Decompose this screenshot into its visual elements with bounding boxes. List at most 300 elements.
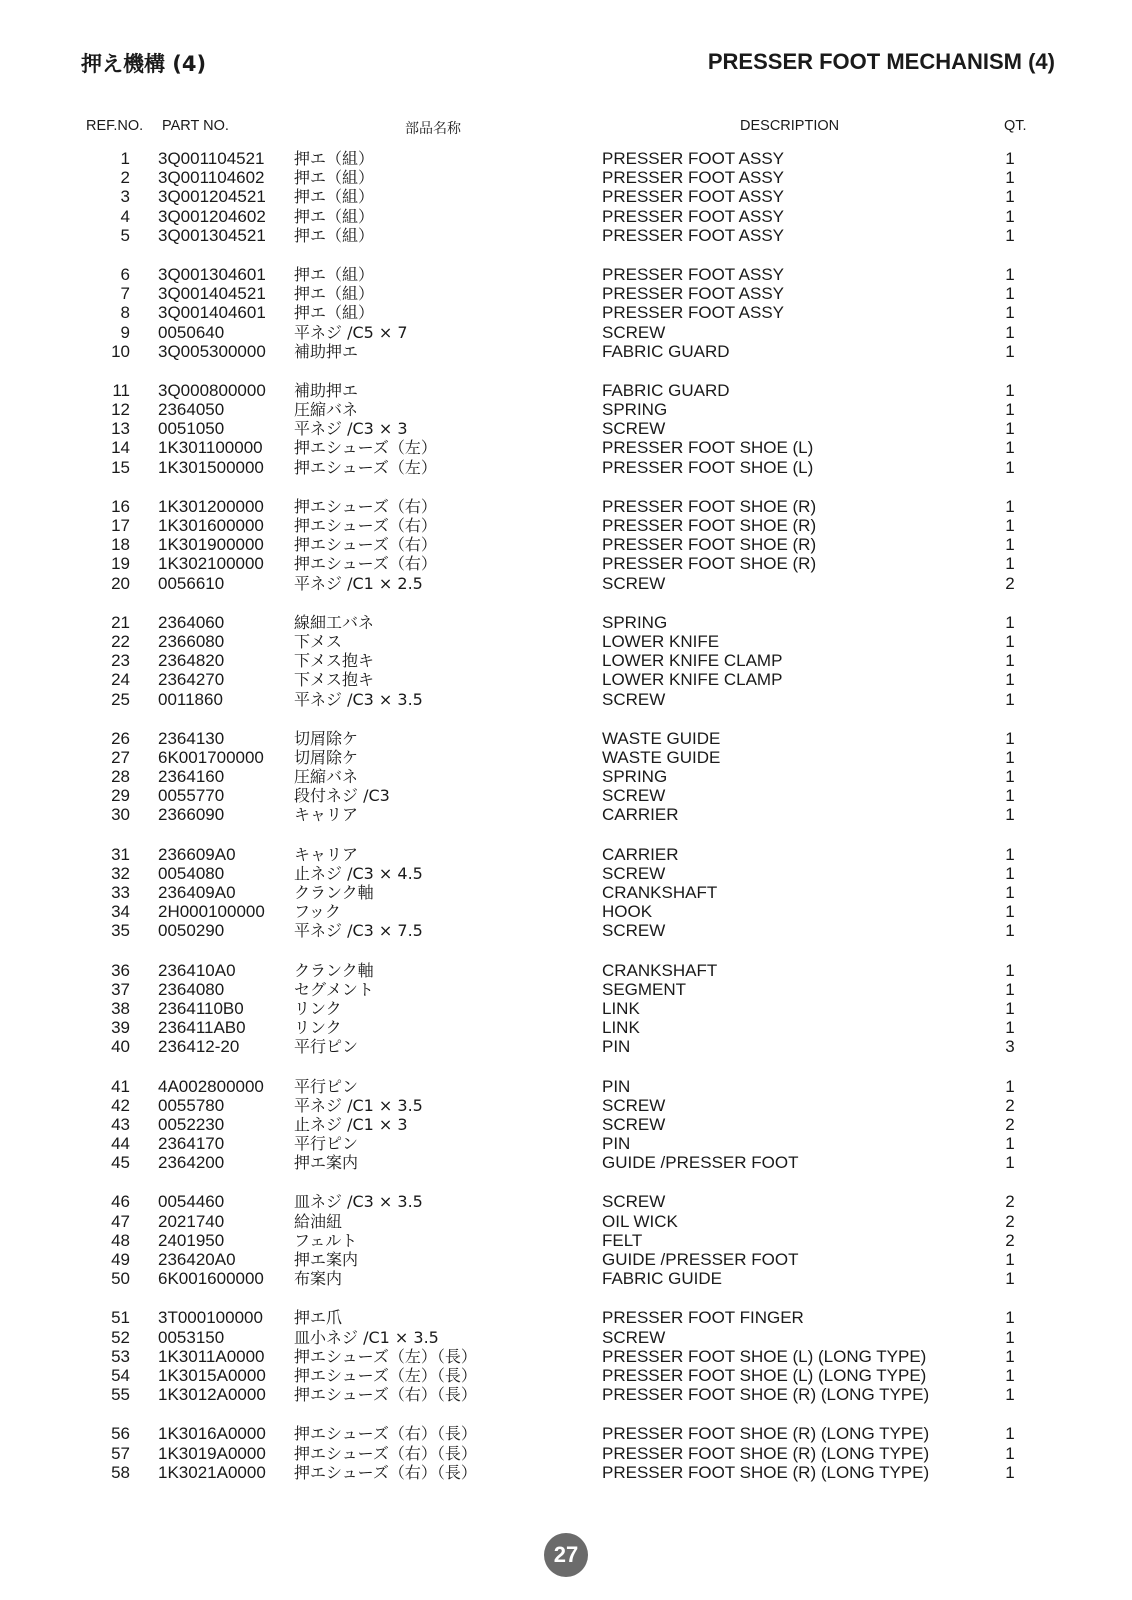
ref-no: 30 — [111, 805, 130, 825]
part-no: 1K302100000 — [158, 554, 264, 574]
group-spacer — [0, 477, 1132, 497]
description: PRESSER FOOT SHOE (R) — [602, 554, 817, 574]
description: SCREW — [602, 573, 666, 593]
header-description: DESCRIPTION — [740, 118, 840, 134]
ref-no: 53 — [111, 1346, 130, 1366]
part-name-ja: 押エシューズ（右） — [294, 496, 437, 516]
description: PRESSER FOOT SHOE (L) (LONG TYPE) — [602, 1365, 927, 1385]
description: PRESSER FOOT SHOE (R) (LONG TYPE) — [602, 1443, 930, 1463]
part-no: 2364080 — [158, 979, 225, 999]
quantity: 1 — [1005, 1134, 1015, 1154]
description: PRESSER FOOT SHOE (R) — [602, 496, 817, 516]
group-spacer — [0, 1057, 1132, 1077]
part-no: 3Q001204602 — [158, 206, 266, 226]
table-row — [0, 632, 1132, 651]
part-no: 2021740 — [158, 1211, 225, 1231]
part-no: 236411AB0 — [158, 1018, 246, 1038]
description: PRESSER FOOT ASSY — [602, 303, 785, 323]
part-no: 2366080 — [158, 631, 225, 651]
table-row — [0, 767, 1132, 786]
ref-no: 23 — [111, 651, 130, 671]
ref-no: 51 — [111, 1308, 130, 1328]
description: SCREW — [602, 419, 666, 439]
quantity: 1 — [1005, 1269, 1015, 1289]
part-no: 2366090 — [158, 805, 225, 825]
ref-no: 55 — [111, 1385, 130, 1405]
table-row — [0, 980, 1132, 999]
part-no: 236609A0 — [158, 844, 236, 864]
part-no: 3T000100000 — [158, 1308, 263, 1328]
description: CRANKSHAFT — [602, 960, 718, 980]
quantity: 1 — [1005, 1250, 1015, 1269]
group-spacer — [0, 593, 1132, 613]
part-name-ja: 押エシューズ（左） — [294, 438, 437, 458]
part-no: 2364130 — [158, 728, 225, 748]
part-name-ja: 平行ピン — [294, 1037, 359, 1057]
ref-no: 36 — [111, 960, 130, 980]
description: FABRIC GUARD — [602, 341, 730, 361]
part-no: 1K3015A0000 — [158, 1365, 266, 1385]
part-no: 0054460 — [158, 1192, 225, 1212]
description: PRESSER FOOT ASSY — [602, 225, 785, 245]
table-row — [0, 1037, 1132, 1056]
quantity: 1 — [1005, 322, 1015, 342]
ref-no: 1 — [120, 149, 130, 168]
part-name-ja: 平ネジ /C3 × 3.5 — [294, 689, 423, 709]
table-row — [0, 400, 1132, 419]
table-row — [0, 1328, 1132, 1347]
part-no: 2364200 — [158, 1153, 225, 1173]
part-no: 6K001700000 — [158, 747, 264, 767]
part-name-ja: 押エ（組） — [294, 149, 375, 168]
quantity: 2 — [1005, 1095, 1015, 1115]
part-no: 1K301500000 — [158, 457, 264, 477]
table-row — [0, 554, 1132, 573]
quantity: 1 — [1005, 786, 1015, 806]
ref-no: 44 — [111, 1134, 130, 1154]
ref-no: 29 — [111, 786, 130, 806]
table-row — [0, 168, 1132, 187]
quantity: 1 — [1005, 1018, 1015, 1038]
part-no: 4A002800000 — [158, 1076, 264, 1096]
part-no: 2401950 — [158, 1230, 225, 1250]
ref-no: 22 — [111, 631, 130, 651]
page-title-en: PRESSER FOOT MECHANISM (4) — [707, 49, 1055, 74]
quantity: 2 — [1005, 1192, 1015, 1212]
ref-no: 28 — [111, 767, 130, 787]
part-name-ja: 押エシューズ（右） — [294, 535, 437, 555]
description: SPRING — [602, 612, 668, 632]
part-name-ja: クランク軸 — [294, 883, 374, 902]
table-row — [0, 207, 1132, 226]
table-row — [0, 1269, 1132, 1288]
part-name-ja: 平ネジ /C3 × 3 — [294, 419, 408, 439]
quantity: 1 — [1005, 670, 1015, 690]
table-row — [0, 1018, 1132, 1037]
quantity: 1 — [1005, 1308, 1015, 1328]
ref-no: 58 — [111, 1462, 130, 1482]
ref-no: 33 — [111, 883, 130, 902]
quantity: 1 — [1005, 1365, 1015, 1385]
quantity: 1 — [1005, 341, 1015, 361]
ref-no: 34 — [111, 902, 130, 922]
quantity: 1 — [1005, 380, 1015, 400]
quantity: 1 — [1005, 1346, 1015, 1366]
ref-no: 17 — [111, 516, 130, 535]
table-row — [0, 419, 1132, 438]
part-name-ja: 押エ（組） — [294, 284, 375, 304]
part-name-ja: リンク — [294, 1018, 342, 1038]
ref-no: 38 — [111, 998, 130, 1018]
table-row — [0, 516, 1132, 535]
group-spacer — [0, 1404, 1132, 1424]
table-row — [0, 961, 1132, 980]
description: GUIDE /PRESSER FOOT — [602, 1250, 799, 1269]
quantity: 1 — [1005, 1076, 1015, 1096]
table-row — [0, 921, 1132, 940]
table-row — [0, 1192, 1132, 1211]
part-name-ja: フック — [294, 902, 341, 922]
ref-no: 54 — [111, 1365, 130, 1385]
part-name-ja: 押エ（組） — [294, 303, 375, 323]
table-row — [0, 786, 1132, 805]
part-no: 0054080 — [158, 863, 225, 883]
part-no: 0050640 — [158, 322, 225, 342]
description: SPRING — [602, 400, 668, 420]
description: CARRIER — [602, 805, 679, 825]
ref-no: 6 — [120, 264, 130, 284]
quantity: 1 — [1005, 554, 1015, 574]
part-name-ja: 押エシューズ（左）（長） — [294, 1346, 477, 1366]
part-name-ja: クランク軸 — [294, 960, 374, 980]
ref-no: 27 — [111, 747, 130, 767]
quantity: 1 — [1005, 960, 1015, 980]
description: PRESSER FOOT ASSY — [602, 168, 785, 188]
description: SCREW — [602, 322, 666, 342]
part-no: 3Q001104521 — [158, 149, 265, 168]
table-row — [0, 1347, 1132, 1366]
part-no: 2364050 — [158, 400, 225, 420]
group-spacer — [0, 709, 1132, 729]
description: WASTE GUIDE — [602, 747, 721, 767]
table-row — [0, 651, 1132, 670]
part-name-ja: 平ネジ /C1 × 2.5 — [294, 573, 423, 593]
group-spacer — [0, 1172, 1132, 1192]
description: PRESSER FOOT ASSY — [602, 284, 785, 304]
part-no: 236420A0 — [158, 1250, 236, 1269]
ref-no: 39 — [111, 1018, 130, 1038]
description: LINK — [602, 1018, 640, 1038]
part-no: 3Q000800000 — [158, 380, 266, 400]
quantity: 1 — [1005, 902, 1015, 922]
table-row — [0, 381, 1132, 400]
part-name-ja: 平ネジ /C1 × 3.5 — [294, 1095, 423, 1115]
table-row — [0, 1115, 1132, 1134]
quantity: 1 — [1005, 496, 1015, 516]
ref-no: 13 — [111, 419, 130, 439]
part-name-ja: 押エシューズ（右）（長） — [294, 1462, 477, 1482]
part-no: 1K3019A0000 — [158, 1443, 266, 1463]
ref-no: 18 — [111, 535, 130, 555]
description: CARRIER — [602, 844, 679, 864]
ref-no: 21 — [111, 612, 130, 632]
part-no: 0011860 — [158, 689, 223, 709]
part-no: 0053150 — [158, 1327, 225, 1347]
part-name-ja: 押エ（組） — [294, 206, 375, 226]
quantity: 1 — [1005, 631, 1015, 651]
group-spacer — [0, 941, 1132, 961]
description: SCREW — [602, 689, 666, 709]
ref-no: 47 — [111, 1211, 130, 1231]
description: LOWER KNIFE — [602, 631, 720, 651]
table-row — [0, 845, 1132, 864]
description: SEGMENT — [602, 979, 687, 999]
table-row — [0, 438, 1132, 457]
description: PIN — [602, 1076, 631, 1096]
part-no: 6K001600000 — [158, 1269, 264, 1289]
ref-no: 19 — [111, 554, 130, 574]
ref-no: 4 — [120, 206, 130, 226]
description: OIL WICK — [602, 1211, 678, 1231]
part-name-ja: 平行ピン — [294, 1076, 359, 1096]
part-no: 0056610 — [158, 573, 225, 593]
part-no: 1K301200000 — [158, 496, 264, 516]
page-number: 27 — [544, 1533, 588, 1577]
quantity: 1 — [1005, 728, 1015, 748]
ref-no: 41 — [111, 1076, 130, 1096]
quantity: 1 — [1005, 516, 1015, 535]
table-row — [0, 805, 1132, 824]
table-row — [0, 1385, 1132, 1404]
description: SCREW — [602, 863, 666, 883]
part-name-ja: 止ネジ /C1 × 3 — [294, 1114, 408, 1134]
quantity: 1 — [1005, 187, 1015, 207]
description: FABRIC GUARD — [602, 380, 730, 400]
part-no: 2H000100000 — [158, 902, 265, 922]
part-no: 3Q001104602 — [158, 168, 265, 188]
table-row — [0, 1424, 1132, 1443]
quantity: 1 — [1005, 689, 1015, 709]
quantity: 2 — [1005, 1114, 1015, 1134]
part-name-ja: リンク — [294, 998, 342, 1018]
header-part-no: PART NO. — [162, 118, 229, 134]
table-row — [0, 226, 1132, 245]
group-spacer — [0, 1288, 1132, 1308]
ref-no: 5 — [120, 225, 130, 245]
quantity: 1 — [1005, 1424, 1015, 1444]
description: PRESSER FOOT ASSY — [602, 187, 785, 207]
part-no: 3Q005300000 — [158, 341, 266, 361]
part-no: 0052230 — [158, 1114, 225, 1134]
quantity: 2 — [1005, 573, 1015, 593]
ref-no: 35 — [111, 921, 130, 941]
quantity: 1 — [1005, 400, 1015, 420]
quantity: 2 — [1005, 1211, 1015, 1231]
table-row — [0, 902, 1132, 921]
ref-no: 32 — [111, 863, 130, 883]
part-no: 3Q001404521 — [158, 284, 266, 304]
part-name-ja: 線細工バネ — [294, 612, 375, 632]
ref-no: 12 — [111, 400, 130, 420]
ref-no: 45 — [111, 1153, 130, 1173]
description: PRESSER FOOT SHOE (R) — [602, 516, 817, 535]
table-row — [0, 1134, 1132, 1153]
ref-no: 11 — [112, 380, 130, 400]
part-name-ja: 下メス抱キ — [294, 670, 375, 690]
group-spacer — [0, 825, 1132, 845]
description: SCREW — [602, 921, 666, 941]
part-name-ja: 圧縮バネ — [294, 767, 359, 787]
part-name-ja: キャリア — [294, 805, 359, 825]
ref-no: 10 — [111, 341, 130, 361]
part-name-ja: 切屑除ケ — [294, 728, 359, 748]
table-row — [0, 1096, 1132, 1115]
table-row — [0, 149, 1132, 168]
part-no: 1K3016A0000 — [158, 1424, 266, 1444]
part-name-ja: 押エ（組） — [294, 225, 375, 245]
part-name-ja: 給油紐 — [294, 1211, 343, 1231]
description: LOWER KNIFE CLAMP — [602, 670, 783, 690]
quantity: 1 — [1005, 457, 1015, 477]
quantity: 1 — [1005, 805, 1015, 825]
ref-no: 25 — [111, 689, 130, 709]
table-row — [0, 864, 1132, 883]
table-row — [0, 1231, 1132, 1250]
part-name-ja: 下メス抱キ — [294, 651, 375, 671]
header-part-name-ja: 部品名称 — [405, 121, 461, 137]
quantity: 1 — [1005, 284, 1015, 304]
table-row — [0, 883, 1132, 902]
part-name-ja: 押エ（組） — [294, 168, 375, 188]
ref-no: 48 — [111, 1230, 130, 1250]
table-row — [0, 1463, 1132, 1482]
quantity: 1 — [1005, 303, 1015, 323]
quantity: 1 — [1005, 535, 1015, 555]
part-name-ja: 押エ案内 — [294, 1250, 359, 1269]
quantity: 1 — [1005, 979, 1015, 999]
part-no: 2364160 — [158, 767, 225, 787]
part-name-ja: 皿ネジ /C3 × 3.5 — [294, 1192, 423, 1212]
part-name-ja: 圧縮バネ — [294, 400, 359, 420]
quantity: 1 — [1005, 149, 1015, 168]
part-no: 1K301600000 — [158, 516, 264, 535]
quantity: 1 — [1005, 612, 1015, 632]
quantity: 1 — [1005, 863, 1015, 883]
quantity: 1 — [1005, 1385, 1015, 1405]
part-no: 3Q001404601 — [158, 303, 266, 323]
description: PRESSER FOOT FINGER — [602, 1308, 804, 1328]
parts-table — [0, 149, 1132, 1482]
part-no: 0050290 — [158, 921, 225, 941]
description: PRESSER FOOT SHOE (R) (LONG TYPE) — [602, 1462, 930, 1482]
ref-no: 43 — [111, 1114, 130, 1134]
quantity: 1 — [1005, 1153, 1015, 1173]
table-row — [0, 1308, 1132, 1327]
table-row — [0, 999, 1132, 1018]
group-spacer — [0, 245, 1132, 265]
table-row — [0, 284, 1132, 303]
ref-no: 57 — [111, 1443, 130, 1463]
description: PRESSER FOOT ASSY — [602, 264, 785, 284]
part-name-ja: 押エシューズ（左）（長） — [294, 1365, 477, 1385]
part-no: 0055770 — [158, 786, 225, 806]
part-name-ja: 押エ爪 — [294, 1308, 343, 1328]
part-no: 3Q001204521 — [158, 187, 266, 207]
quantity: 1 — [1005, 206, 1015, 226]
page-title-ja: 押え機構 (4) — [81, 52, 207, 76]
description: SCREW — [602, 1327, 666, 1347]
ref-no: 52 — [111, 1327, 130, 1347]
part-name-ja: 平行ピン — [294, 1134, 359, 1154]
quantity: 1 — [1005, 998, 1015, 1018]
table-row — [0, 1444, 1132, 1463]
ref-no: 49 — [111, 1250, 130, 1269]
description: HOOK — [602, 902, 653, 922]
part-no: 1K301900000 — [158, 535, 264, 555]
table-row — [0, 265, 1132, 284]
description: SCREW — [602, 1095, 666, 1115]
table-row — [0, 670, 1132, 689]
ref-no: 50 — [111, 1269, 130, 1289]
part-no: 2364170 — [158, 1134, 225, 1154]
part-name-ja: セグメント — [294, 979, 374, 999]
description: SPRING — [602, 767, 668, 787]
quantity: 1 — [1005, 419, 1015, 439]
table-row — [0, 729, 1132, 748]
table-row — [0, 1153, 1132, 1172]
description: PRESSER FOOT SHOE (L) — [602, 457, 814, 477]
ref-no: 9 — [120, 322, 130, 342]
ref-no: 42 — [111, 1095, 130, 1115]
quantity: 1 — [1005, 921, 1015, 941]
part-no: 236410A0 — [158, 960, 236, 980]
part-no: 2364060 — [158, 612, 225, 632]
table-row — [0, 574, 1132, 593]
part-no: 2364820 — [158, 651, 225, 671]
part-name-ja: 押エシューズ（右）（長） — [294, 1443, 477, 1463]
part-name-ja: 補助押エ — [294, 341, 359, 361]
part-no: 2364270 — [158, 670, 225, 690]
description: LINK — [602, 998, 640, 1018]
table-row — [0, 497, 1132, 516]
part-name-ja: 押エシューズ（右） — [294, 554, 437, 574]
part-name-ja: 下メス — [294, 631, 343, 651]
quantity: 1 — [1005, 883, 1015, 902]
part-name-ja: 押エシューズ（左） — [294, 457, 437, 477]
table-row — [0, 748, 1132, 767]
quantity: 1 — [1005, 225, 1015, 245]
description: SCREW — [602, 1114, 666, 1134]
part-name-ja: キャリア — [294, 844, 359, 864]
table-row — [0, 1212, 1132, 1231]
ref-no: 40 — [111, 1037, 130, 1057]
table-row — [0, 1077, 1132, 1096]
part-name-ja: 皿小ネジ /C1 × 3.5 — [294, 1327, 439, 1347]
ref-no: 8 — [120, 303, 130, 323]
description: WASTE GUIDE — [602, 728, 721, 748]
table-row — [0, 323, 1132, 342]
ref-no: 16 — [111, 496, 130, 516]
table-row — [0, 535, 1132, 554]
header-ref-no: REF.NO. — [86, 118, 144, 134]
part-name-ja: 押エシューズ（右） — [294, 516, 437, 535]
quantity: 1 — [1005, 1462, 1015, 1482]
description: SCREW — [602, 786, 666, 806]
description: SCREW — [602, 1192, 666, 1212]
part-no: 1K3021A0000 — [158, 1462, 266, 1482]
description: PIN — [602, 1037, 631, 1057]
part-name-ja: 押エ（組） — [294, 187, 375, 207]
